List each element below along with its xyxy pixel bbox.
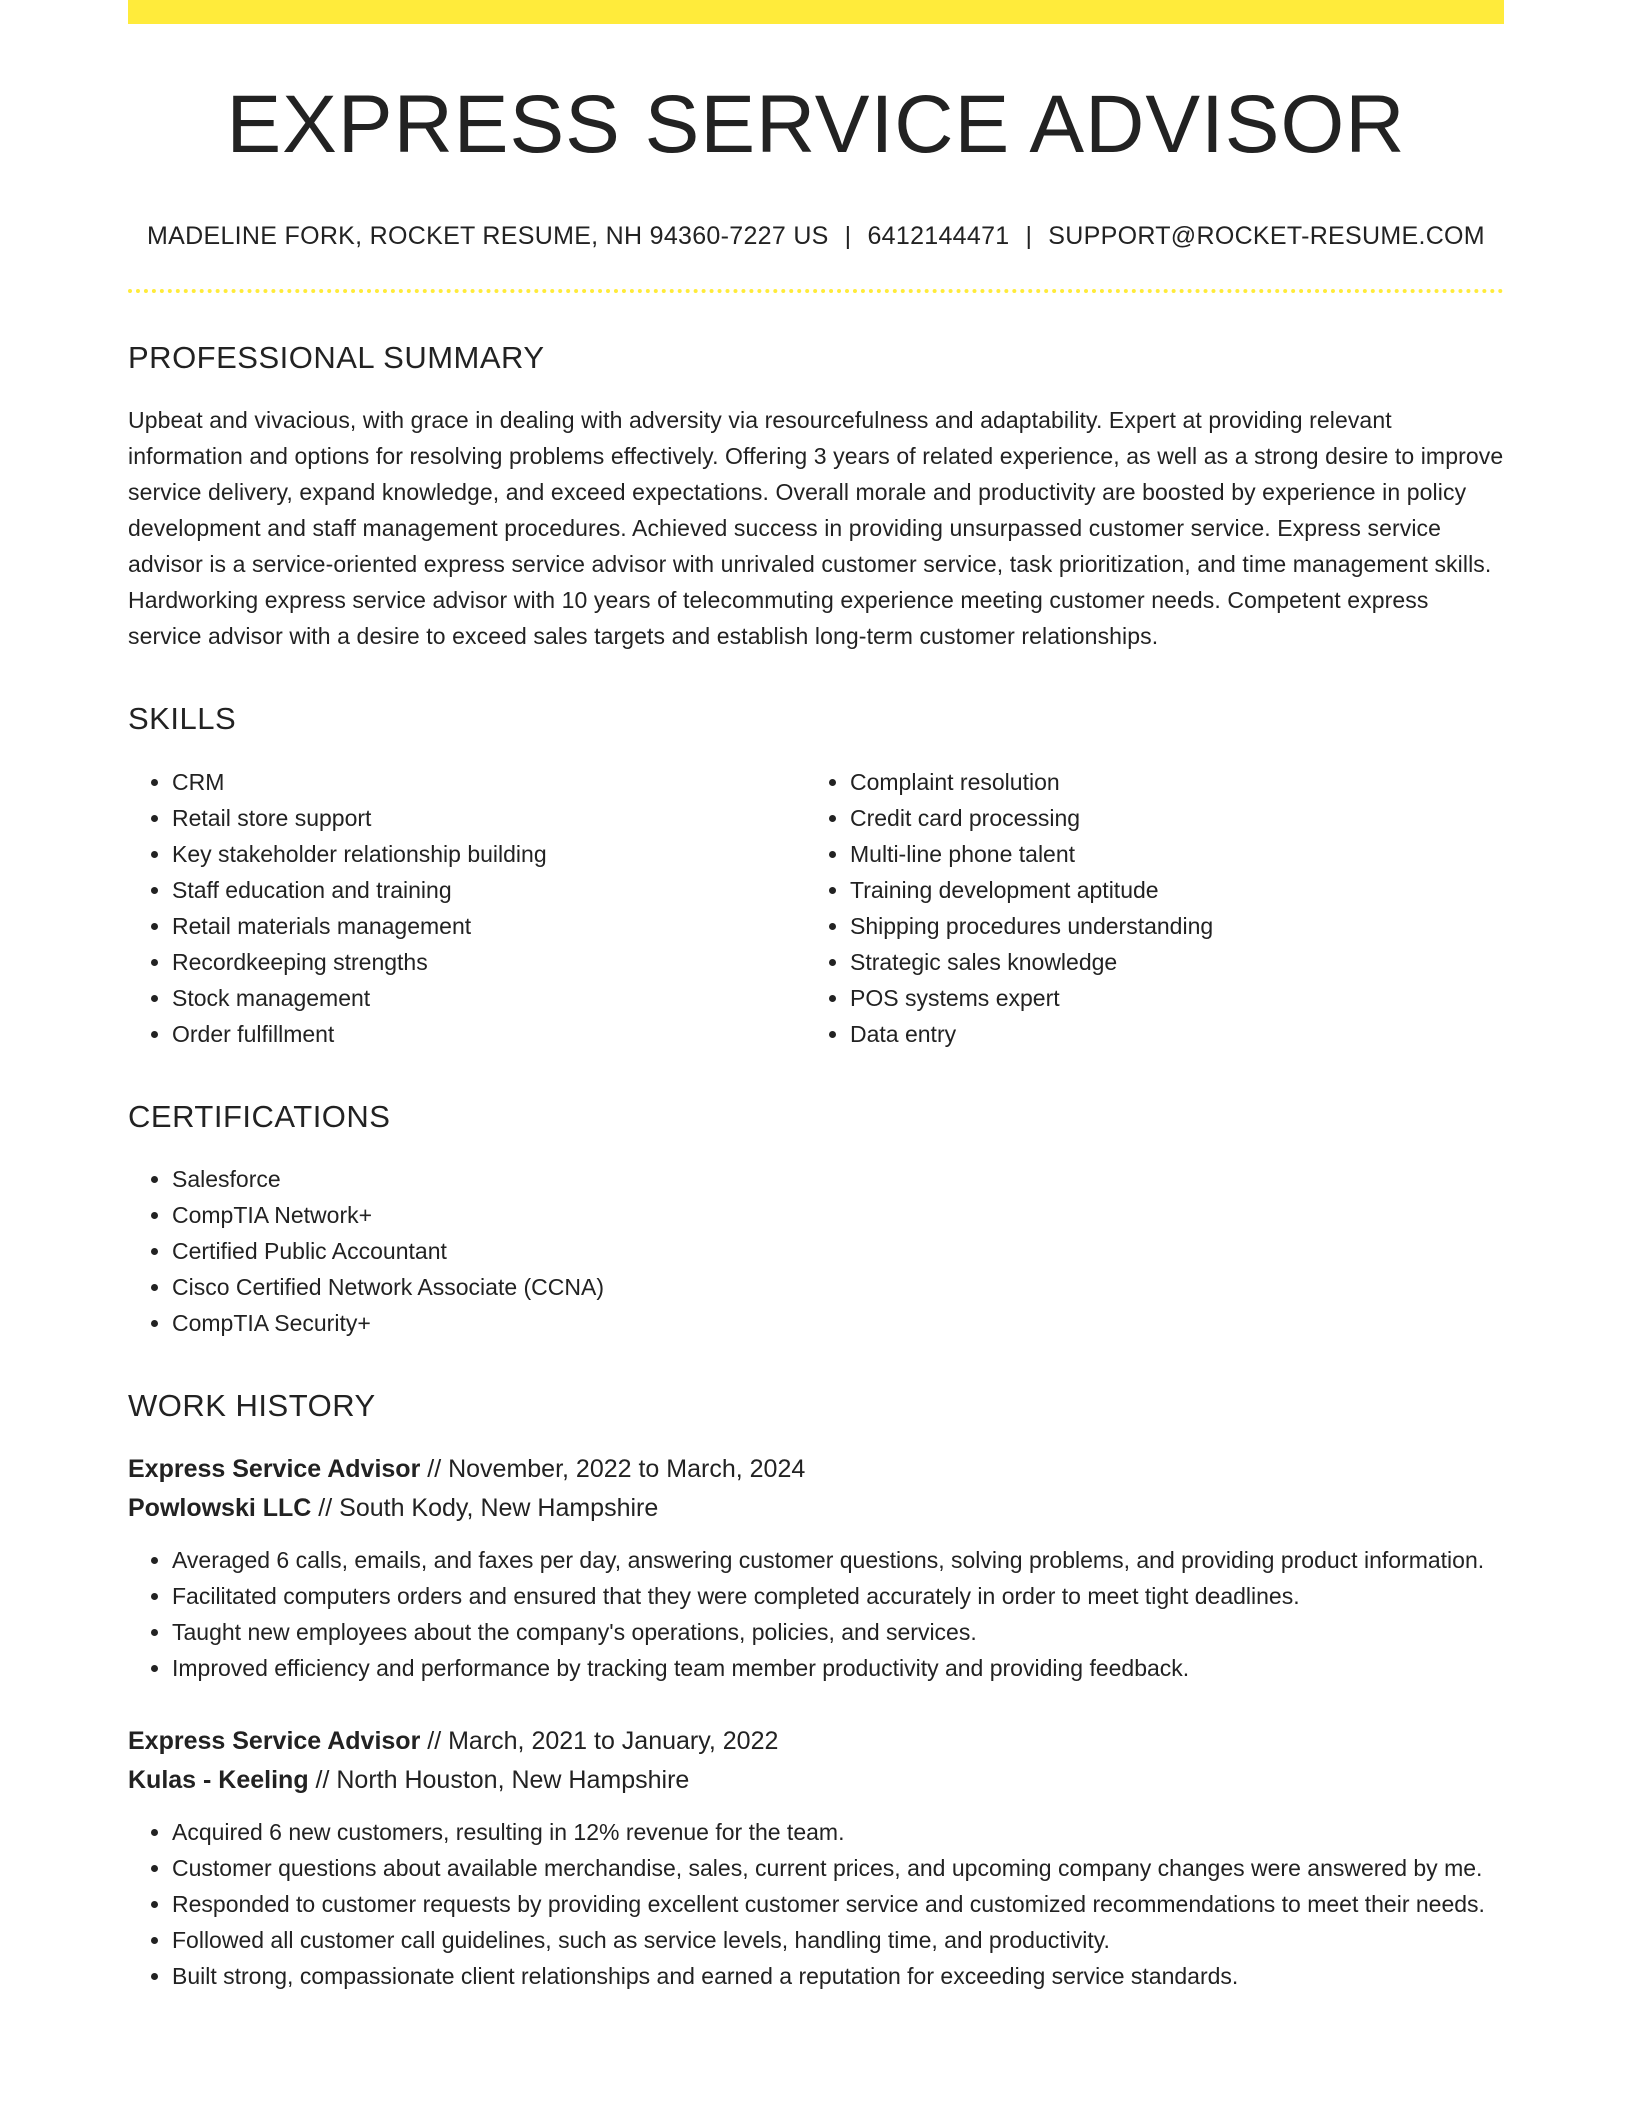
- certification-item: • Cisco Certified Network Associate (CCNA): [172, 1269, 1504, 1305]
- job-bullet: • Followed all customer call guidelines, such as service levels, handling time, and productivity.: [172, 1922, 1504, 1958]
- job-title: Express Service Advisor: [128, 1454, 421, 1483]
- job-bullets: [128, 1814, 1504, 1994]
- skill-item: • Shipping procedures understanding: [850, 908, 1484, 944]
- skill-item: • CRM: [172, 764, 806, 800]
- certification-item: • Salesforce: [172, 1161, 1504, 1197]
- resume-title: EXPRESS SERVICE ADVISOR: [226, 79, 1406, 170]
- skill-item: • POS systems expert: [850, 980, 1484, 1016]
- job-bullet: • Built strong, compassionate client relationships and earned a reputation for exceeding service standards.: [172, 1958, 1504, 1994]
- contact-phone: 6412144471: [867, 222, 1010, 251]
- contact-separator: |: [1025, 222, 1033, 251]
- accent-top-bar: [128, 0, 1504, 24]
- certifications-list: [128, 1161, 1504, 1341]
- skill-item: • Retail store support: [172, 800, 806, 836]
- contact-address: MADELINE FORK, ROCKET RESUME, NH 94360-7227 US: [147, 222, 829, 251]
- certifications-heading: CERTIFICATIONS: [128, 1098, 391, 1134]
- contact-email: SUPPORT@ROCKET-RESUME.COM: [1048, 222, 1485, 251]
- job-company-line: [128, 1489, 1504, 1528]
- skill-item: • Data entry: [850, 1016, 1484, 1052]
- skill-item: • Credit card processing: [850, 800, 1484, 836]
- skill-item: • Multi-line phone talent: [850, 836, 1484, 872]
- skills-heading: SKILLS: [128, 701, 237, 737]
- summary-heading: PROFESSIONAL SUMMARY: [128, 340, 545, 376]
- job-bullet: • Improved efficiency and performance by tracking team member productivity and providing feedback.: [172, 1650, 1504, 1686]
- job-company-line: [128, 1761, 1504, 1800]
- skills-list-right: [806, 764, 1484, 1052]
- certifications-block: [128, 1161, 1504, 1341]
- job-bullet: • Responded to customer requests by providing excellent customer service and customized recommendations to meet their needs.: [172, 1886, 1504, 1922]
- skill-item: • Key stakeholder relationship building: [172, 836, 806, 872]
- contact-separator: |: [844, 222, 852, 251]
- certification-item: • CompTIA Network+: [172, 1197, 1504, 1233]
- skill-item: • Stock management: [172, 980, 806, 1016]
- skills-column-left: [128, 764, 806, 1052]
- resume-page: [128, 0, 1504, 1994]
- job-dates: // November, 2022 to March, 2024: [420, 1454, 806, 1483]
- summary-text: Upbeat and vivacious, with grace in dealing with adversity via resourcefulness and adaptability. Expert at providing relevant information and options for resolving problems effectively. Offering 3 years of related experience, as well as a strong desire to improve service delivery, expand knowledge, and exceed expectations. Overall morale and productivity are boosted by experience in policy development and staff management procedures. Achieved success in providing unsurpassed customer service. Express service advisor is a service-oriented express service advisor with unrivaled customer service, task prioritization, and time management skills. Hardworking express service advisor with 10 years of telecommuting experience meeting customer needs. Competent express service advisor with a desire to exceed sales targets and establish long-term customer relationships.: [128, 407, 1504, 650]
- job-company: Powlowski LLC: [128, 1493, 312, 1522]
- skill-item: • Recordkeeping strengths: [172, 944, 806, 980]
- skill-item: • Staff education and training: [172, 872, 806, 908]
- job-bullet: • Taught new employees about the company's operations, policies, and services.: [172, 1614, 1504, 1650]
- job-entry: [128, 1722, 1504, 1994]
- skill-item: • Order fulfillment: [172, 1016, 806, 1052]
- skills-column-right: [806, 764, 1484, 1052]
- skills-columns: [128, 764, 1504, 1052]
- work-history-heading: WORK HISTORY: [128, 1387, 376, 1423]
- job-title: Express Service Advisor: [128, 1726, 421, 1755]
- skills-list-left: [128, 764, 806, 1052]
- job-location: // North Houston, New Hampshire: [308, 1765, 690, 1794]
- job-bullet: • Facilitated computers orders and ensured that they were completed accurately in order to meet tight deadlines.: [172, 1578, 1504, 1614]
- job-bullets: [128, 1542, 1504, 1686]
- job-title-line: [128, 1450, 1504, 1489]
- certification-item: • CompTIA Security+: [172, 1305, 1504, 1341]
- job-bullet: • Acquired 6 new customers, resulting in 12% revenue for the team.: [172, 1814, 1504, 1850]
- job-company: Kulas - Keeling: [128, 1765, 309, 1794]
- skill-item: • Training development aptitude: [850, 872, 1484, 908]
- job-bullet: • Averaged 6 calls, emails, and faxes per day, answering customer questions, solving problems, and providing product information.: [172, 1542, 1504, 1578]
- contact-line: [128, 222, 1504, 251]
- job-location: // South Kody, New Hampshire: [311, 1493, 659, 1522]
- dotted-divider: [128, 289, 1504, 293]
- skill-item: • Retail materials management: [172, 908, 806, 944]
- skill-item: • Complaint resolution: [850, 764, 1484, 800]
- certification-item: • Certified Public Accountant: [172, 1233, 1504, 1269]
- skill-item: • Strategic sales knowledge: [850, 944, 1484, 980]
- job-entry: [128, 1450, 1504, 1686]
- job-dates: // March, 2021 to January, 2022: [420, 1726, 779, 1755]
- job-bullet: • Customer questions about available merchandise, sales, current prices, and upcoming company changes were answered by me.: [172, 1850, 1504, 1886]
- job-title-line: [128, 1722, 1504, 1761]
